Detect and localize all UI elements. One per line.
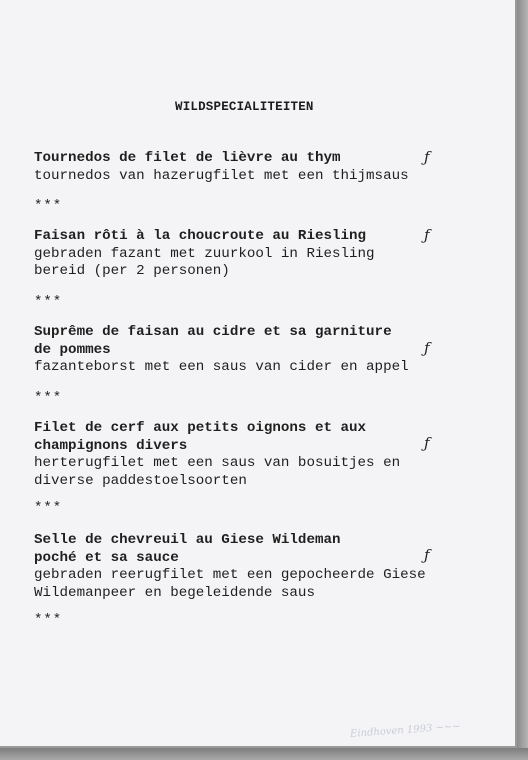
page-shadow-bottom: [0, 748, 528, 760]
dish-3-dutch-line-1: fazanteborst met een saus van cider en appel: [34, 359, 409, 375]
dish-1-dutch-line-1: tournedos van hazerugfilet met een thijmsaus: [34, 167, 409, 184]
dish-3-french-line-1: Suprême de faisan au cidre et sa garniture: [34, 324, 392, 340]
separator-1: ***: [34, 198, 63, 214]
dish-2-dutch-line-2: bereid (per 2 personen): [34, 263, 230, 279]
dish-5-french-line-1: Selle de chevreuil au Giese Wildeman: [34, 532, 341, 548]
dish-2-french-line-1: Faisan rôti à la choucroute au Riesling: [34, 228, 367, 244]
dish-3: [34, 324, 474, 377]
page-shadow-right: [517, 0, 528, 760]
dish-5-dutch-line-2: Wildemanpeer en begeleidende saus: [34, 584, 315, 601]
dish-2-price-symbol: ƒ: [424, 226, 430, 244]
dish-4-french-line-2: champignons divers: [34, 437, 188, 454]
dish-4-price-symbol: ƒ: [424, 434, 430, 452]
dish-5-dutch-line-1: gebraden reerugfilet met een gepocheerde Giese: [34, 567, 426, 583]
dish-5-french-line-2: poché et sa sauce: [34, 549, 179, 566]
menu-title: WILDSPECIALITEITEN: [175, 100, 314, 114]
dish-1-french-line-1: Tournedos de filet de lièvre au thym: [34, 150, 341, 166]
separator-3: ***: [34, 390, 63, 406]
dish-2: [34, 228, 474, 281]
dish-3-french-line-2: de pommes: [34, 341, 111, 358]
separator-5: ***: [34, 612, 63, 628]
dish-1: [34, 150, 474, 185]
dish-1-price-symbol: ƒ: [424, 148, 430, 166]
dish-4: [34, 420, 474, 490]
dish-3-price-symbol: ƒ: [424, 339, 430, 357]
dish-5-price-symbol: ƒ: [424, 546, 430, 564]
dish-4-dutch-line-1: herterugfilet met een saus van bosuitjes en: [34, 455, 401, 471]
dish-5: [34, 532, 474, 602]
separator-2: ***: [34, 294, 63, 310]
dish-4-french-line-1: Filet de cerf aux petits oignons et aux: [34, 420, 367, 436]
separator-4: ***: [34, 500, 63, 516]
dish-4-dutch-line-2: diverse paddestoelsoorten: [34, 472, 247, 489]
dish-2-dutch-line-1: gebraden fazant met zuurkool in Riesling: [34, 245, 375, 262]
handwritten-signature: Eindhoven 1993 ~~~: [349, 721, 462, 740]
